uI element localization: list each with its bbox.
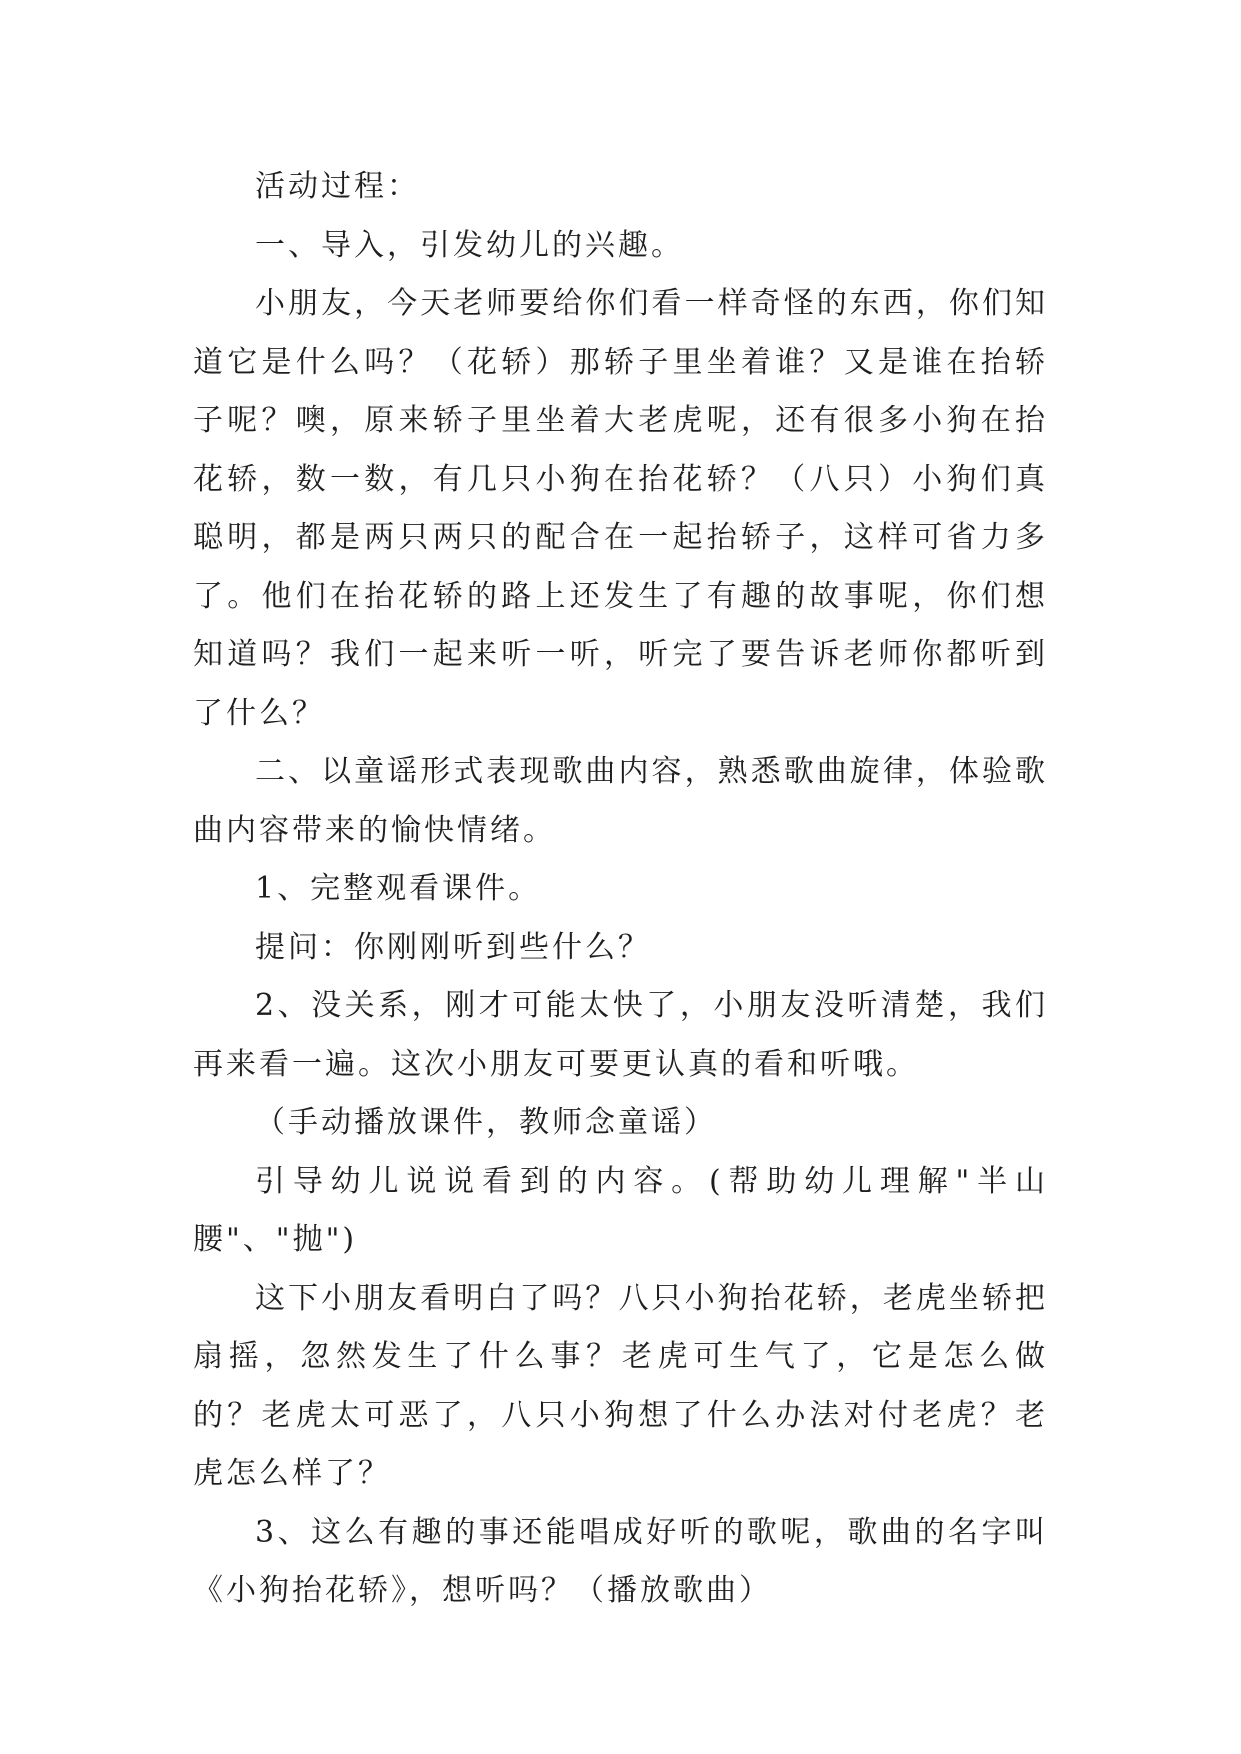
paragraph-section-two-heading: 二、以童谣形式表现歌曲内容，熟悉歌曲旋律，体验歌曲内容带来的愉快情绪。 (193, 754, 1048, 848)
paragraph-step-two: 2、没关系，刚才可能太快了，小朋友没听清楚，我们再来看一遍。这次小朋友可要更认真的看和听哦。 (193, 988, 1048, 1082)
paragraph-intro-text: 小朋友，今天老师要给你们看一样奇怪的东西，你们知道它是什么吗？（花轿）那轿子里坐着谁？又是谁在抬轿子呢？噢，原来轿子里坐着大老虎呢，还有很多小狗在抬花轿，数一数，有几只小狗在抬花轿？（八只）小狗们真聪明，都是两只两只的配合在一起抬轿子，这样可省力多了。他们在抬花轿的路上还发生了有趣的故事呢，你们想知道吗？我们一起来听一听，听完了要告诉老师你都听到了什么？ (193, 286, 1048, 731)
paragraph-manual-play: （手动播放课件，教师念童谣） (255, 1105, 717, 1140)
paragraph-guide-children: 引导幼儿说说看到的内容。(帮助幼儿理解"半山腰"、"抛") (193, 1163, 1048, 1257)
paragraph-step-one: 1、完整观看课件。 (255, 871, 542, 906)
paragraph-intro-heading: 一、导入，引发幼儿的兴趣。 (255, 227, 684, 263)
paragraph-activity-process: 活动过程： (255, 169, 420, 204)
paragraph-story-questions: 这下小朋友看明白了吗？八只小狗抬花轿，老虎坐轿把扇摇，忽然发生了什么事？老虎可生气了，它是怎么做的？老虎太可恶了，八只小狗想了什么办法对付老虎？老虎怎么样了？ (193, 1280, 1048, 1491)
document-body (193, 158, 1048, 1621)
paragraph-question: 提问：你刚刚听到些什么？ (255, 929, 651, 965)
paragraph-step-three: 3、这么有趣的事还能唱成好听的歌呢，歌曲的名字叫《小狗抬花轿》，想听吗？（播放歌曲） (193, 1514, 1048, 1608)
